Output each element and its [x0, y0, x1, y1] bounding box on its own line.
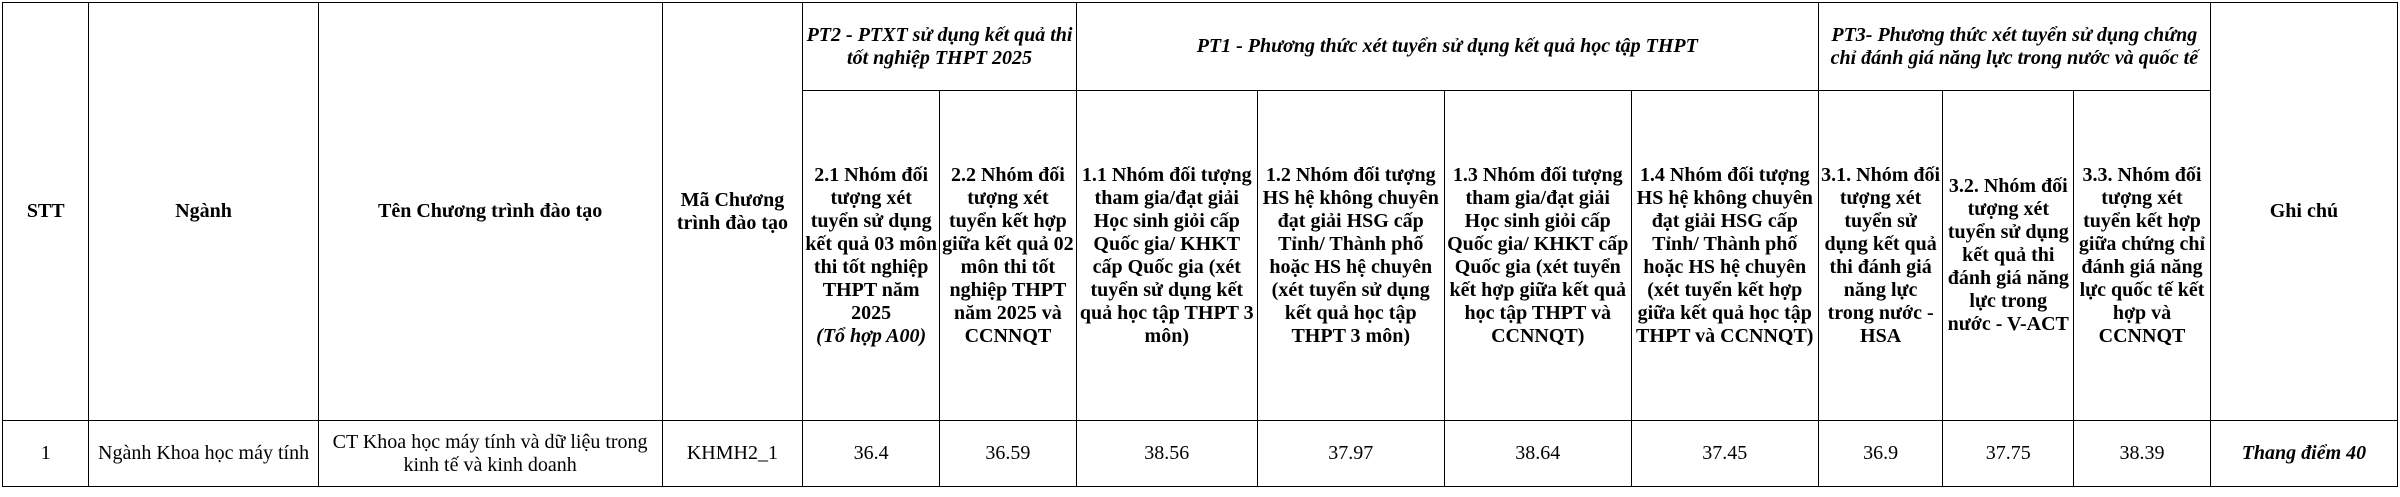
header-nganh: Ngành [89, 3, 318, 421]
header-sub-2-1 [803, 91, 940, 421]
header-group-pt1: PT1 - Phương thức xét tuyển sử dụng kết quả học tập THPT [1076, 3, 1818, 91]
cell-stt: 1 [3, 421, 89, 487]
cell-score-3-1: 36.9 [1818, 421, 1943, 487]
header-sub-2-2: 2.2 Nhóm đối tượng xét tuyển kết hợp giữa kết quả 02 môn thi tốt nghiệp THPT năm 2025 và CCNNQT [940, 91, 1077, 421]
cell-score-3-2: 37.75 [1943, 421, 2074, 487]
header-sub-1-3: 1.3 Nhóm đối tượng tham gia/đạt giải Học sinh giỏi cấp Quốc gia/ KHKT cấp Quốc gia (xét tuyển kết hợp giữa kết quả học tập THPT và CCNNQT) [1444, 91, 1631, 421]
header-program-code: Mã Chương trình đào tạo [662, 3, 803, 421]
header-sub-2-1-text: 2.1 Nhóm đối tượng xét tuyển sử dụng kết quả 03 môn thi tốt nghiệp THPT năm 2025 [805, 163, 938, 324]
cell-score-2-1: 36.4 [803, 421, 940, 487]
cell-program-name: CT Khoa học máy tính và dữ liệu trong kinh tế và kinh doanh [318, 421, 662, 487]
header-sub-1-2: 1.2 Nhóm đối tượng HS hệ không chuyên đạt giải HSG cấp Tỉnh/ Thành phố hoặc HS hệ chuyên (xét tuyển sử dụng kết quả học tập THPT 3 môn) [1257, 91, 1444, 421]
header-sub-3-1: 3.1. Nhóm đối tượng xét tuyển sử dụng kết quả thi đánh giá năng lực trong nước - HSA [1818, 91, 1943, 421]
cell-notes: Thang điểm 40 [2210, 421, 2397, 487]
cell-program-code: KHMH2_1 [662, 421, 803, 487]
header-stt: STT [3, 3, 89, 421]
header-sub-2-1-combo: (Tổ hợp A00) [816, 324, 927, 347]
cell-score-3-3: 38.39 [2074, 421, 2211, 487]
cell-score-1-3: 38.64 [1444, 421, 1631, 487]
header-sub-3-3: 3.3. Nhóm đối tượng xét tuyển kết hợp giữa chứng chỉ đánh giá năng lực quốc tế kết hợp và CCNNQT [2074, 91, 2211, 421]
header-sub-3-2: 3.2. Nhóm đối tượng xét tuyển sử dụng kết quả thi đánh giá năng lực trong nước - V-ACT [1943, 91, 2074, 421]
header-group-pt3: PT3- Phương thức xét tuyển sử dụng chứng chỉ đánh giá năng lực trong nước và quốc tế [1818, 3, 2210, 91]
admission-scores-table [2, 2, 2398, 487]
cell-score-1-2: 37.97 [1257, 421, 1444, 487]
table-row [3, 421, 2398, 487]
header-program-name: Tên Chương trình đào tạo [318, 3, 662, 421]
cell-score-2-2: 36.59 [940, 421, 1077, 487]
header-sub-1-4: 1.4 Nhóm đối tượng HS hệ không chuyên đạt giải HSG cấp Tỉnh/ Thành phố hoặc HS hệ chuyên (xét tuyển kết hợp giữa kết quả học tập THPT và CCNNQT) [1631, 91, 1818, 421]
cell-score-1-1: 38.56 [1076, 421, 1257, 487]
header-group-pt2: PT2 - PTXT sử dụng kết quả thi tốt nghiệp THPT 2025 [803, 3, 1076, 91]
header-row-groups [3, 3, 2398, 91]
cell-score-1-4: 37.45 [1631, 421, 1818, 487]
cell-nganh: Ngành Khoa học máy tính [89, 421, 318, 487]
header-sub-1-1: 1.1 Nhóm đối tượng tham gia/đạt giải Học sinh giỏi cấp Quốc gia/ KHKT cấp Quốc gia (xét tuyển sử dụng kết quả học tập THPT 3 môn) [1076, 91, 1257, 421]
header-notes: Ghi chú [2210, 3, 2397, 421]
